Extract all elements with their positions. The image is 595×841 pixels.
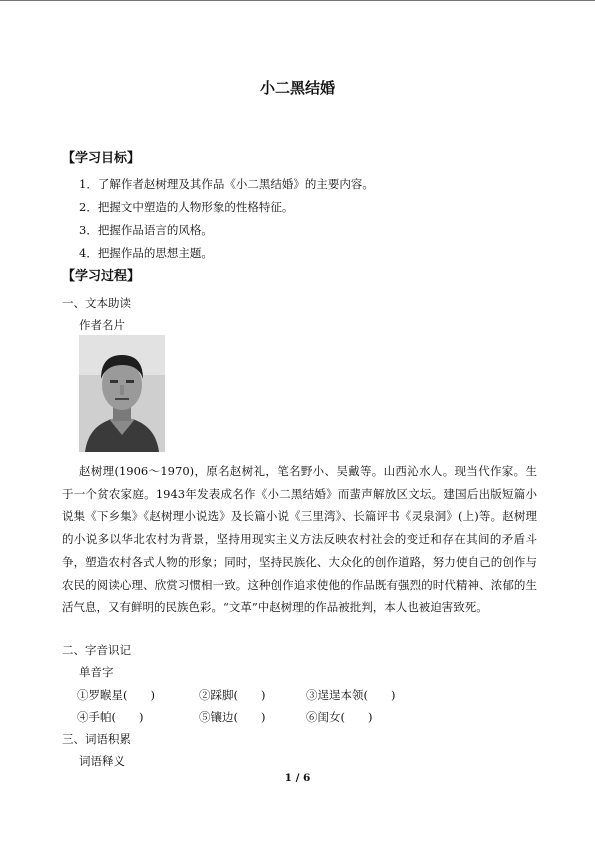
part-title-vocabulary: 三、词语积累 bbox=[62, 732, 131, 746]
page-title: 小二黑结婚 bbox=[259, 79, 335, 97]
author-biography: 赵树理(1906～1970)，原名赵树礼，笔名野小、吴戴等。山西沁水人。现当代作家。生于一个贫农家庭。1943年发表成名作《小二黑结婚》而蜚声解放区文坛。建国后出版短篇小说集《下乡集》《赵树理小说选》及长篇小说《三里湾》、长篇评书《灵泉洞》(上)等。赵树理的小说多以华北农村为背景，坚持用现实主义方法反映农村社会的变迁和存在其间的矛盾斗争，塑造农村各式人物的形象；同时，坚持民族化、大众化的创作道路，努力使自己的创作与农民的阅读心理、欣赏习惯相一致。这种创作追求使他的作品既有强烈的时代精神、浓郁的生活气息，又有鲜明的民族色彩。“文革”中赵树理的作品被批判，本人也被迫害致死。 bbox=[62, 464, 537, 615]
pronunciation-item: ①罗睺星( ) bbox=[77, 688, 155, 702]
pronunciation-item: ③逞逞本领( ) bbox=[306, 688, 396, 702]
section-heading-goals: 【学习目标】 bbox=[62, 151, 141, 166]
author-portrait bbox=[79, 335, 165, 452]
goal-item-2: 2．把握文中塑造的人物形象的性格特征。 bbox=[79, 200, 294, 214]
pronunciation-item: ④手帕( ) bbox=[77, 710, 144, 724]
goal-item-1: 1．了解作者赵树理及其作品《小二黑结婚》的主要内容。 bbox=[79, 177, 374, 191]
page-number: 1 / 6 bbox=[284, 772, 311, 784]
pronunciation-item: ⑥闺女( ) bbox=[306, 710, 373, 724]
section-heading-process: 【学习过程】 bbox=[62, 269, 141, 284]
author-portrait-drawing bbox=[79, 335, 165, 452]
word-definition-label: 词语释义 bbox=[79, 754, 125, 768]
author-card-label: 作者名片 bbox=[79, 318, 125, 332]
pronunciation-item: ⑤镶边( ) bbox=[199, 710, 266, 724]
pronunciation-item: ②踩脚( ) bbox=[199, 688, 266, 702]
part-title-pronunciation: 二、字音识记 bbox=[62, 643, 131, 657]
single-char-label: 单音字 bbox=[79, 665, 114, 679]
header-rule bbox=[0, 0, 595, 1]
part-title-reading: 一、文本助读 bbox=[62, 296, 131, 310]
goal-item-4: 4．把握作品的思想主题。 bbox=[79, 246, 213, 260]
goal-item-3: 3．把握作品语言的风格。 bbox=[79, 223, 213, 237]
